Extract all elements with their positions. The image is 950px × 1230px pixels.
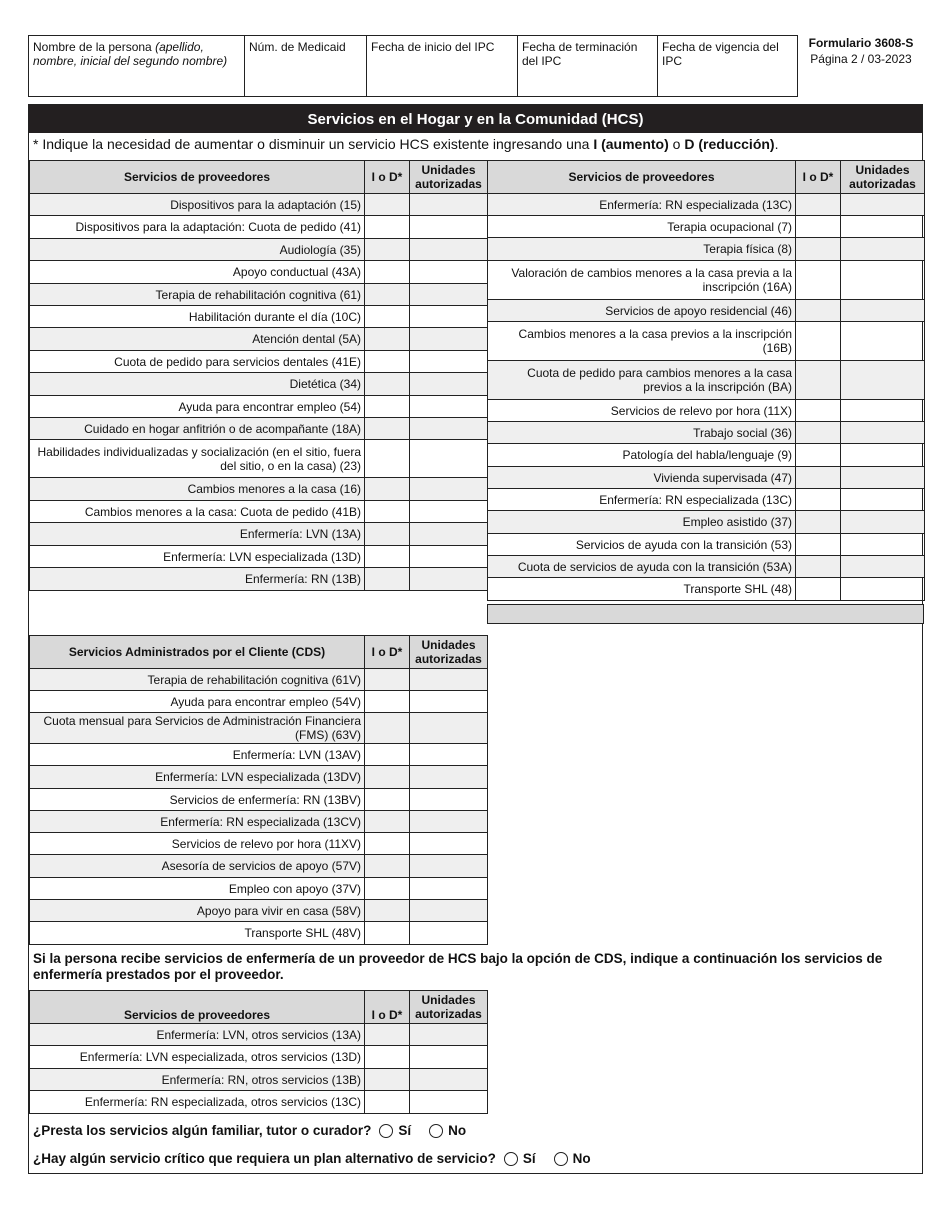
units-cell[interactable] — [841, 261, 925, 300]
service-name: Dietética (34) — [30, 373, 365, 396]
units-cell[interactable] — [410, 811, 488, 833]
table-row — [30, 284, 488, 306]
table-row — [30, 1069, 488, 1091]
right-table-footer — [487, 604, 924, 624]
units-cell[interactable] — [841, 511, 925, 534]
iod-cell[interactable] — [365, 306, 410, 328]
service-name: Transporte SHL (48) — [488, 578, 796, 601]
critical-no-label: No — [572, 1151, 591, 1166]
iod-cell[interactable] — [796, 300, 841, 322]
critical-yes-label: Sí — [522, 1151, 536, 1166]
table-row — [30, 1091, 488, 1114]
ipc-end-label: Fecha de terminación del IPC — [522, 40, 638, 68]
col-provider-services: Servicios de proveedores — [30, 991, 365, 1024]
provider-services-table-left — [29, 160, 488, 591]
table-row — [30, 501, 488, 523]
family-yes-radio[interactable] — [379, 1124, 393, 1138]
units-cell[interactable] — [841, 400, 925, 422]
ipc-start-label: Fecha de inicio del IPC — [371, 40, 495, 54]
service-name: Cuota mensual para Servicios de Administración Financiera (FMS) (63V) — [30, 713, 365, 744]
col-cds-services: Servicios Administrados por el Cliente (CDS) — [30, 636, 365, 669]
units-cell[interactable] — [410, 855, 488, 878]
service-name: Cambios menores a la casa previos a la inscripción (16B) — [488, 322, 796, 361]
units-cell[interactable] — [410, 440, 488, 478]
question-critical-text: ¿Hay algún servicio crítico que requiera un plan alternativo de servicio? — [33, 1151, 496, 1166]
units-cell[interactable] — [410, 396, 488, 418]
iod-cell[interactable] — [796, 322, 841, 361]
table-row — [30, 1046, 488, 1069]
units-cell[interactable] — [410, 194, 488, 216]
table-row — [30, 216, 488, 239]
iod-cell[interactable] — [796, 238, 841, 261]
table-row — [30, 261, 488, 284]
col-iod: I o D* — [365, 636, 410, 669]
table-row — [30, 811, 488, 833]
iod-cell[interactable] — [796, 422, 841, 444]
medicaid-label: Núm. de Medicaid — [249, 40, 346, 54]
col-iod: I o D* — [365, 161, 410, 194]
iod-cell[interactable] — [365, 789, 410, 811]
instruction-end: . — [774, 136, 779, 152]
iod-cell[interactable] — [796, 489, 841, 511]
iod-cell[interactable] — [365, 328, 410, 351]
table-row — [30, 744, 488, 766]
table-row — [30, 440, 488, 478]
critical-yes-radio[interactable] — [504, 1152, 518, 1166]
table-row — [30, 900, 488, 922]
units-cell[interactable] — [410, 789, 488, 811]
units-cell[interactable] — [410, 878, 488, 900]
units-cell[interactable] — [841, 556, 925, 578]
units-cell[interactable] — [410, 351, 488, 373]
service-name: Enfermería: RN especializada, otros servicios (13C) — [30, 1091, 365, 1114]
units-cell[interactable] — [410, 922, 488, 945]
instruction-or: o — [668, 136, 685, 152]
table-row — [30, 789, 488, 811]
iod-cell[interactable] — [365, 833, 410, 855]
table-row — [30, 396, 488, 418]
iod-cell[interactable] — [365, 261, 410, 284]
iod-cell[interactable] — [365, 546, 410, 568]
iod-cell[interactable] — [365, 351, 410, 373]
critical-no-radio[interactable] — [554, 1152, 568, 1166]
iod-cell[interactable] — [365, 669, 410, 691]
units-cell[interactable] — [841, 194, 925, 216]
service-name: Apoyo para vivir en casa (58V) — [30, 900, 365, 922]
person-label: Nombre de la persona — [33, 40, 152, 54]
units-cell[interactable] — [410, 900, 488, 922]
table-row — [488, 194, 925, 216]
iod-cell[interactable] — [365, 1046, 410, 1069]
service-name: Terapia ocupacional (7) — [488, 216, 796, 238]
service-name: Enfermería: LVN, otros servicios (13A) — [30, 1024, 365, 1046]
service-name: Trabajo social (36) — [488, 422, 796, 444]
col-units: Unidades autorizadas — [841, 161, 925, 194]
service-name: Transporte SHL (48V) — [30, 922, 365, 945]
service-name: Servicios de apoyo residencial (46) — [488, 300, 796, 322]
table-row — [488, 556, 925, 578]
iod-cell[interactable] — [365, 478, 410, 501]
instruction-decrease: D (reducción) — [684, 136, 775, 152]
iod-cell[interactable] — [365, 878, 410, 900]
table-row — [488, 467, 925, 489]
table-row — [30, 478, 488, 501]
table-row — [488, 300, 925, 322]
page-number: Página 2 / 03-2023 — [810, 52, 912, 66]
service-name: Cuota de servicios de ayuda con la transición (53A) — [488, 556, 796, 578]
units-cell[interactable] — [410, 669, 488, 691]
units-cell[interactable] — [841, 489, 925, 511]
iod-cell[interactable] — [796, 216, 841, 238]
person-name-field[interactable] — [29, 36, 245, 96]
iod-cell[interactable] — [365, 523, 410, 546]
units-cell[interactable] — [410, 713, 488, 744]
table-row — [488, 238, 925, 261]
units-cell[interactable] — [410, 239, 488, 261]
table-row — [488, 511, 925, 534]
person-hint: (apellido, nombre, inicial del segundo nombre) — [33, 40, 228, 68]
provider-services-table-right — [487, 160, 925, 601]
iod-cell[interactable] — [796, 534, 841, 556]
service-name: Audiología (35) — [30, 239, 365, 261]
family-no-label: No — [448, 1123, 467, 1138]
service-name: Asesoría de servicios de apoyo (57V) — [30, 855, 365, 878]
service-name: Enfermería: RN especializada (13C) — [488, 194, 796, 216]
iod-cell[interactable] — [365, 900, 410, 922]
iod-cell[interactable] — [365, 239, 410, 261]
service-name: Habilidades individualizadas y socialización (en el sitio, fuera del sitio, o en la casa) (23) — [30, 440, 365, 478]
iod-cell[interactable] — [365, 1091, 410, 1114]
service-name: Atención dental (5A) — [30, 328, 365, 351]
ipc-end-field[interactable] — [518, 36, 658, 96]
ipc-effective-field[interactable] — [658, 36, 797, 96]
service-name: Enfermería: RN, otros servicios (13B) — [30, 1069, 365, 1091]
units-cell[interactable] — [841, 444, 925, 467]
iod-cell[interactable] — [796, 444, 841, 467]
service-name: Servicios de relevo por hora (11XV) — [30, 833, 365, 855]
cds-services-table — [29, 635, 488, 945]
service-name: Empleo con apoyo (37V) — [30, 878, 365, 900]
table-row — [30, 546, 488, 568]
units-cell[interactable] — [841, 534, 925, 556]
units-cell[interactable] — [410, 328, 488, 351]
iod-cell[interactable] — [796, 361, 841, 400]
iod-cell[interactable] — [365, 418, 410, 440]
units-cell[interactable] — [410, 1069, 488, 1091]
units-cell[interactable] — [410, 546, 488, 568]
service-name: Enfermería: RN especializada (13CV) — [30, 811, 365, 833]
question-family — [33, 1123, 476, 1138]
service-name: Cuidado en hogar anfitrión o de acompañante (18A) — [30, 418, 365, 440]
iod-cell[interactable] — [365, 373, 410, 396]
iod-cell[interactable] — [365, 922, 410, 945]
ipc-effective-label: Fecha de vigencia del IPC — [662, 40, 779, 68]
iod-cell[interactable] — [365, 284, 410, 306]
table-row — [30, 878, 488, 900]
instruction-text: * Indique la necesidad de aumentar o disminuir un servicio HCS existente ingresando una — [33, 136, 594, 152]
iod-cell[interactable] — [365, 194, 410, 216]
ipc-start-field[interactable] — [367, 36, 518, 96]
service-name: Enfermería: LVN especializada (13D) — [30, 546, 365, 568]
service-name: Habilitación durante el día (10C) — [30, 306, 365, 328]
table-row — [488, 578, 925, 601]
header-fields — [28, 35, 798, 97]
service-name: Enfermería: RN especializada (13C) — [488, 489, 796, 511]
iod-cell[interactable] — [365, 501, 410, 523]
iod-cell[interactable] — [365, 744, 410, 766]
service-name: Cuota de pedido para cambios menores a la casa previos a la inscripción (BA) — [488, 361, 796, 400]
units-cell[interactable] — [841, 578, 925, 601]
table-row — [488, 489, 925, 511]
col-iod: I o D* — [796, 161, 841, 194]
table-row — [30, 194, 488, 216]
iod-cell[interactable] — [796, 400, 841, 422]
nursing-note: Si la persona recibe servicios de enfermería de un proveedor de HCS bajo la opción de CDS, indique a continuación los servicios de enfermería prestados por el proveedor. — [33, 951, 883, 982]
service-name: Enfermería: LVN especializada, otros servicios (13D) — [30, 1046, 365, 1069]
units-cell[interactable] — [410, 1024, 488, 1046]
table-row — [488, 261, 925, 300]
service-name: Enfermería: LVN especializada (13DV) — [30, 766, 365, 789]
table-row — [30, 922, 488, 945]
medicaid-field[interactable] — [245, 36, 367, 96]
units-cell[interactable] — [841, 238, 925, 261]
service-name: Servicios de ayuda con la transición (53) — [488, 534, 796, 556]
units-cell[interactable] — [410, 691, 488, 713]
units-cell[interactable] — [841, 216, 925, 238]
table-row — [30, 766, 488, 789]
family-yes-label: Sí — [398, 1123, 412, 1138]
iod-cell[interactable] — [796, 578, 841, 601]
table-row — [488, 534, 925, 556]
form-number: Formulario 3608-S — [808, 36, 914, 50]
table-row — [30, 306, 488, 328]
service-name: Terapia física (8) — [488, 238, 796, 261]
family-no-radio[interactable] — [429, 1124, 443, 1138]
units-cell[interactable] — [410, 501, 488, 523]
service-name: Terapia de rehabilitación cognitiva (61V) — [30, 669, 365, 691]
service-name: Enfermería: RN (13B) — [30, 568, 365, 591]
units-cell[interactable] — [841, 361, 925, 400]
units-cell[interactable] — [841, 322, 925, 361]
table-row — [30, 373, 488, 396]
units-cell[interactable] — [410, 833, 488, 855]
service-name: Cambios menores a la casa: Cuota de pedido (41B) — [30, 501, 365, 523]
iod-cell[interactable] — [365, 568, 410, 591]
units-cell[interactable] — [841, 467, 925, 489]
question-family-text: ¿Presta los servicios algún familiar, tutor o curador? — [33, 1123, 372, 1138]
service-name: Terapia de rehabilitación cognitiva (61) — [30, 284, 365, 306]
service-name: Ayuda para encontrar empleo (54V) — [30, 691, 365, 713]
units-cell[interactable] — [410, 744, 488, 766]
iod-cell[interactable] — [365, 766, 410, 789]
table-row — [30, 669, 488, 691]
service-name: Valoración de cambios menores a la casa previa a la inscripción (16A) — [488, 261, 796, 300]
service-name: Enfermería: LVN (13A) — [30, 523, 365, 546]
table-row — [488, 444, 925, 467]
col-units: Unidades autorizadas — [410, 636, 488, 669]
table-row — [30, 833, 488, 855]
col-provider-services: Servicios de proveedores — [488, 161, 796, 194]
iod-cell[interactable] — [796, 261, 841, 300]
iod-cell[interactable] — [365, 396, 410, 418]
service-name: Empleo asistido (37) — [488, 511, 796, 534]
service-name: Cuota de pedido para servicios dentales (41E) — [30, 351, 365, 373]
table-row — [488, 400, 925, 422]
service-name: Patología del habla/lenguaje (9) — [488, 444, 796, 467]
table-row — [30, 855, 488, 878]
table-row — [30, 1024, 488, 1046]
units-cell[interactable] — [410, 1046, 488, 1069]
units-cell[interactable] — [410, 418, 488, 440]
col-provider-services: Servicios de proveedores — [30, 161, 365, 194]
iod-cell[interactable] — [796, 467, 841, 489]
iod-cell[interactable] — [796, 556, 841, 578]
units-cell[interactable] — [410, 216, 488, 239]
service-name: Dispositivos para la adaptación (15) — [30, 194, 365, 216]
table-row — [488, 216, 925, 238]
iod-cell[interactable] — [365, 1024, 410, 1046]
service-name: Apoyo conductual (43A) — [30, 261, 365, 284]
service-name: Servicios de relevo por hora (11X) — [488, 400, 796, 422]
units-cell[interactable] — [841, 300, 925, 322]
col-units: Unidades autorizadas — [410, 161, 488, 194]
table-row — [30, 523, 488, 546]
table-row — [30, 351, 488, 373]
iod-cell[interactable] — [796, 511, 841, 534]
iod-cell[interactable] — [796, 194, 841, 216]
table-row — [30, 713, 488, 744]
table-row — [30, 239, 488, 261]
col-units: Unidades autorizadas — [410, 991, 488, 1024]
iod-cell[interactable] — [365, 1069, 410, 1091]
units-cell[interactable] — [410, 261, 488, 284]
iod-cell[interactable] — [365, 811, 410, 833]
service-name: Ayuda para encontrar empleo (54) — [30, 396, 365, 418]
instruction-increase: I (aumento) — [593, 136, 669, 152]
service-name: Vivienda supervisada (47) — [488, 467, 796, 489]
units-cell[interactable] — [410, 478, 488, 501]
nursing-services-table — [29, 990, 488, 1114]
table-row — [488, 422, 925, 444]
table-row — [30, 418, 488, 440]
iod-cell[interactable] — [365, 855, 410, 878]
units-cell[interactable] — [410, 306, 488, 328]
instruction — [33, 136, 778, 152]
units-cell[interactable] — [841, 422, 925, 444]
iod-cell[interactable] — [365, 691, 410, 713]
units-cell[interactable] — [410, 284, 488, 306]
service-name: Cambios menores a la casa (16) — [30, 478, 365, 501]
units-cell[interactable] — [410, 568, 488, 591]
section-title: Servicios en el Hogar y en la Comunidad (HCS) — [29, 105, 922, 133]
table-row — [30, 328, 488, 351]
service-name: Enfermería: LVN (13AV) — [30, 744, 365, 766]
iod-cell[interactable] — [365, 440, 410, 478]
hcs-section — [28, 104, 923, 1174]
iod-cell[interactable] — [365, 713, 410, 744]
table-row — [30, 568, 488, 591]
table-row — [488, 361, 925, 400]
units-cell[interactable] — [410, 373, 488, 396]
units-cell[interactable] — [410, 523, 488, 546]
iod-cell[interactable] — [365, 216, 410, 239]
form-id — [800, 35, 922, 67]
service-name: Servicios de enfermería: RN (13BV) — [30, 789, 365, 811]
service-name: Dispositivos para la adaptación: Cuota de pedido (41) — [30, 216, 365, 239]
table-row — [488, 322, 925, 361]
units-cell[interactable] — [410, 766, 488, 789]
question-critical — [33, 1151, 601, 1166]
col-iod: I o D* — [365, 991, 410, 1024]
table-row — [30, 691, 488, 713]
units-cell[interactable] — [410, 1091, 488, 1114]
